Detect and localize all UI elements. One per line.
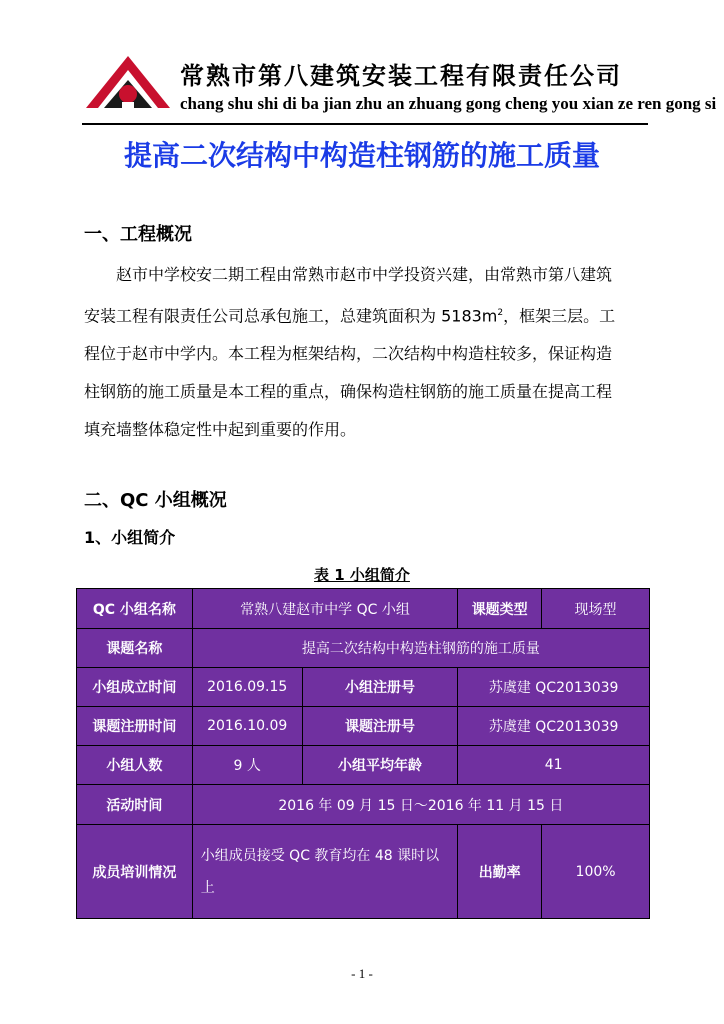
paragraph-line: 柱钢筋的施工质量是本工程的重点，确保构造柱钢筋的施工质量在提高工程 (84, 382, 613, 402)
table-label-cell: 课题名称 (77, 629, 193, 668)
qc-group-table (76, 588, 650, 919)
paragraph-line: 赵市中学校安二期工程由常熟市赵市中学投资兴建，由常熟市第八建筑 (116, 265, 613, 284)
table-caption (0, 564, 724, 585)
table-label-cell: 成员培训情况 (77, 825, 193, 919)
company-logo-icon (82, 50, 174, 114)
table-value-cell: 苏虞建 QC2013039 (458, 707, 650, 746)
table-row (77, 668, 650, 707)
table-row (77, 825, 650, 919)
table-label-cell: 小组平均年龄 (302, 746, 458, 785)
company-header (82, 44, 717, 120)
table-value-cell: 提高二次结构中构造柱钢筋的施工质量 (192, 629, 649, 668)
paragraph-line: 程位于赵市中学内。本工程为框架结构，二次结构中构造柱较多，保证构造 (84, 344, 613, 364)
table-caption-text: 表 1 小组简介 (314, 566, 410, 584)
table-value-cell: 41 (458, 746, 650, 785)
company-name-pinyin: chang shu shi di ba jian zhu an zhuang gong cheng you xian ze ren gong si (180, 94, 717, 113)
paragraph-text: ，框架三层。工 (503, 306, 616, 326)
table-label-cell: 课题注册时间 (77, 707, 193, 746)
page-number: - 1 - (351, 966, 373, 981)
table-value-cell: 2016.10.09 (192, 707, 302, 746)
table-row (77, 589, 650, 629)
table-label-cell: 课题类型 (458, 589, 542, 629)
paragraph-text: 安装工程有限责任公司总承包施工，总建筑面积为 5183m (84, 306, 498, 326)
table-value-cell: 2016 年 09 月 15 日～2016 年 11 月 15 日 (192, 785, 649, 825)
table-label-cell: 出勤率 (458, 825, 542, 919)
training-line: 小组成员接受 QC 教育均在 48 课时以 (200, 847, 440, 864)
table-row (77, 707, 650, 746)
table-row (77, 629, 650, 668)
document-title: 提高二次结构中构造柱钢筋的施工质量 (123, 139, 600, 172)
table-value-cell: 常熟八建赵市中学 QC 小组 (192, 589, 458, 629)
paragraph-line (84, 294, 650, 335)
table-value-cell (192, 825, 458, 919)
overview-paragraph (84, 256, 650, 449)
table-label-cell: 小组人数 (77, 746, 193, 785)
area-superscript: 2 (497, 308, 504, 318)
table-label-cell: QC 小组名称 (77, 589, 193, 629)
subsection-heading-intro: 1、小组简介 (84, 528, 176, 547)
section-heading-overview: 一、工程概况 (84, 224, 192, 245)
table-row (77, 746, 650, 785)
training-line: 上 (200, 879, 215, 896)
table-row (77, 785, 650, 825)
section-heading-qc-group: 二、QC 小组概况 (84, 490, 227, 511)
company-name-cn: 常熟市第八建筑安装工程有限责任公司 (180, 61, 622, 90)
table-label-cell: 小组成立时间 (77, 668, 193, 707)
table-label-cell: 课题注册号 (302, 707, 458, 746)
table-label-cell: 活动时间 (77, 785, 193, 825)
paragraph-line: 填充墙整体稳定性中起到重要的作用。 (84, 420, 357, 440)
table-value-cell: 现场型 (542, 589, 650, 629)
table-value-cell: 苏虞建 QC2013039 (458, 668, 650, 707)
table-value-cell: 9 人 (192, 746, 302, 785)
table-label-cell: 小组注册号 (302, 668, 458, 707)
table-value-cell: 100% (542, 825, 650, 919)
header-divider (82, 123, 648, 125)
table-value-cell: 2016.09.15 (192, 668, 302, 707)
